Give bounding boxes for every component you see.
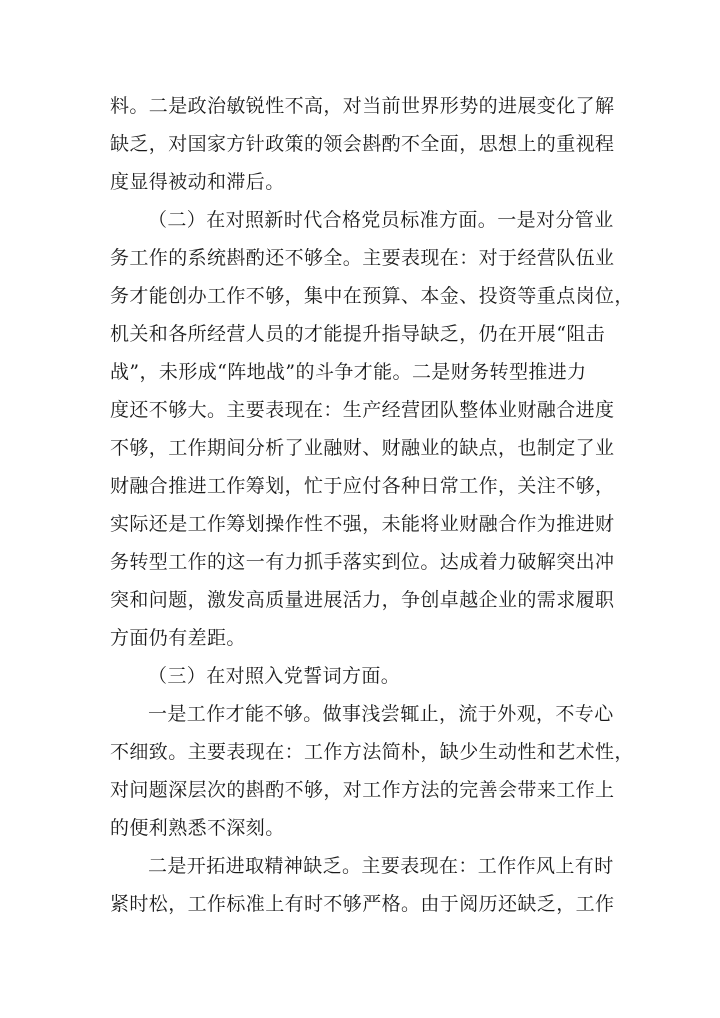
text-line: 机关和各所经营人员的才能提升指导缺乏，仍在开展“阻击 <box>110 323 606 345</box>
text-line: 缺乏，对国家方针政策的领会斟酌不全面，思想上的重视程 <box>110 133 615 155</box>
text-line: 料。二是政治敏锐性不高，对当前世界形势的进展变化了解 <box>110 95 615 117</box>
text-line: 不够，工作期间分析了业融财、财融业的缺点，也制定了业 <box>110 437 615 459</box>
text-line: 的便利熟悉不深刻。 <box>110 817 285 839</box>
paragraph-start: 二是开拓进取精神缺乏。主要表现在：工作作风上有时 <box>148 855 614 877</box>
text-line: 方面仍有差距。 <box>110 627 246 649</box>
text-line: 财融合推进工作筹划，忙于应付各种日常工作，关注不够， <box>110 475 615 497</box>
text-line: 对问题深层次的斟酌不够，对工作方法的完善会带来工作上 <box>110 779 615 801</box>
text-line: 务才能创办工作不够，集中在预算、本金、投资等重点岗位， <box>110 285 634 307</box>
text-line: 实际还是工作筹划操作性不强，未能将业财融合作为推进财 <box>110 513 615 535</box>
text-line: 突和问题，激发高质量进展活力，争创卓越企业的需求履职 <box>110 589 615 611</box>
text-line: 紧时松，工作标准上有时不够严格。由于阅历还缺乏，工作 <box>110 893 615 915</box>
paragraph-start: 一是工作才能不够。做事浅尝辄止，流于外观，不专心 <box>148 703 614 725</box>
text-line: 度显得被动和滞后。 <box>110 171 285 193</box>
text-line: 战”，未形成“阵地战”的斗争才能。二是财务转型推进力 <box>110 361 587 383</box>
text-line: 务工作的系统斟酌还不够全。主要表现在：对于经营队伍业 <box>110 247 615 269</box>
section-heading-3: （三）在对照入党誓词方面。 <box>148 665 401 687</box>
text-line: 务转型工作的这一有力抓手落实到位。达成着力破解突出冲 <box>110 551 615 573</box>
text-line: 不细致。主要表现在：工作方法简朴，缺少生动性和艺术性， <box>110 741 634 763</box>
section-heading-2: （二）在对照新时代合格党员标准方面。一是对分管业 <box>148 209 614 231</box>
text-line: 度还不够大。主要表现在：生产经营团队整体业财融合进度 <box>110 399 615 421</box>
